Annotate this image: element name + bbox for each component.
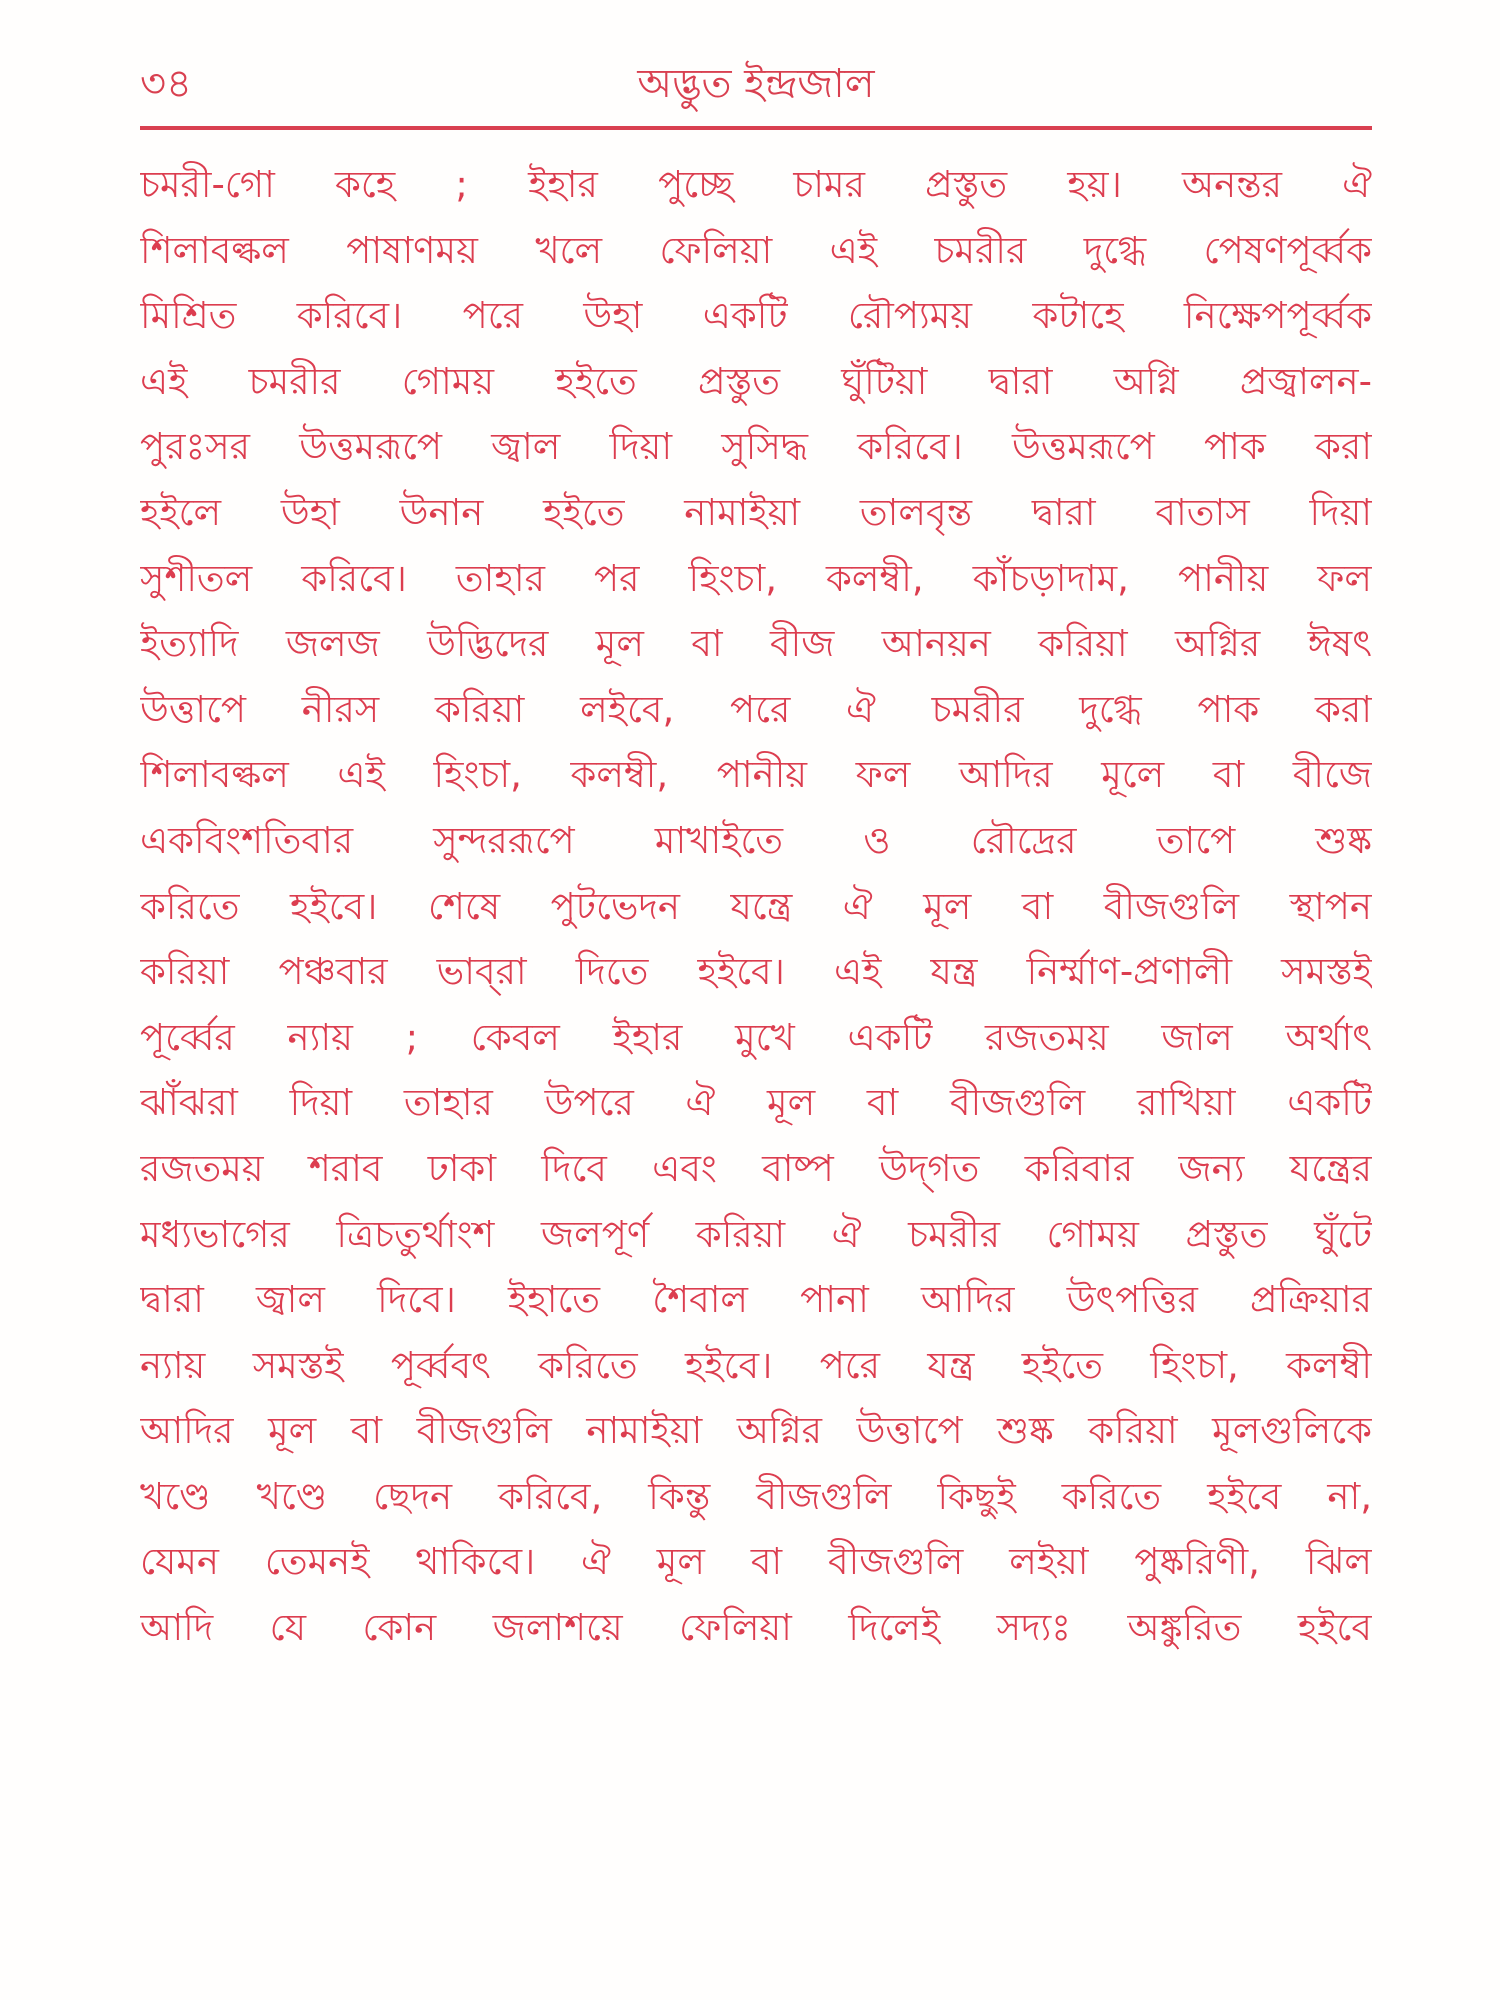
text-line: চমরী-গো কহে ; ইহার পুচ্ছে চামর প্রস্তুত হয়। অনন্তর ঐ <box>140 163 1372 206</box>
text-line: যেমন তেমনই থাকিবে। ঐ মূল বা বীজগুলি লইয়া পুষ্করিণী, ঝিল <box>140 1540 1372 1584</box>
text-line: সুশীতল করিবে। তাহার পর হিংচা, কলম্বী, কাঁচড়াদাম, পানীয় ফল <box>140 556 1372 600</box>
body-text <box>140 152 1372 1661</box>
text-line: উত্তাপে নীরস করিয়া লইবে, পরে ঐ চমরীর দুগ্ধে পাক করা <box>140 687 1372 731</box>
text-line: শিলাবল্কল পাষাণময় খলে ফেলিয়া এই চমরীর দুগ্ধে পেষণপূর্ব্বক <box>140 228 1372 272</box>
text-line: পূর্ব্বের ন্যায় ; কেবল ইহার মুখে একটি রজতময় জাল অর্থাৎ <box>140 1015 1372 1059</box>
text-line: ইত্যাদি জলজ উদ্ভিদের মূল বা বীজ আনয়ন করিয়া অগ্নির ঈষৎ <box>140 622 1372 666</box>
text-line: এই চমরীর গোময় হইতে প্রস্তুত ঘুঁটিয়া দ্বারা অগ্নি প্রজ্বালন- <box>140 359 1372 403</box>
text-line: দ্বারা জ্বাল দিবে। ইহাতে শৈবাল পানা আদির উৎপত্তির প্রক্রিয়ার <box>140 1278 1372 1322</box>
text-line: শিলাবল্কল এই হিংচা, কলম্বী, পানীয় ফল আদির মূলে বা বীজে <box>140 753 1372 797</box>
page-number: ৩৪ <box>140 61 192 107</box>
text-line: মিশ্রিত করিবে। পরে উহা একটি রৌপ্যময় কটাহে নিক্ষেপপূর্ব্বক <box>140 294 1372 338</box>
text-line: একবিংশতিবার সুন্দররূপে মাখাইতে ও রৌদ্রের তাপে শুষ্ক <box>140 818 1372 862</box>
text-line: করিতে হইবে। শেষে পুটভেদন যন্ত্রে ঐ মূল বা বীজগুলি স্থাপন <box>140 884 1372 928</box>
text-line: ঝাঁঝরা দিয়া তাহার উপরে ঐ মূল বা বীজগুলি রাখিয়া একটি <box>140 1081 1372 1125</box>
text-line: আদির মূল বা বীজগুলি নামাইয়া অগ্নির উত্তাপে শুষ্ক করিয়া মূলগুলিকে <box>140 1409 1372 1453</box>
header-rule <box>140 126 1372 130</box>
page-header <box>140 48 1372 118</box>
running-title: অদ্ভুত ইন্দ্রজাল <box>637 61 875 107</box>
text-line: আদি যে কোন জলাশয়ে ফেলিয়া দিলেই সদ্যঃ অঙ্কুরিত হইবে <box>140 1606 1372 1650</box>
text-line: ন্যায় সমস্তই পূর্ব্ববৎ করিতে হইবে। পরে যন্ত্র হইতে হিংচা, কলম্বী <box>140 1343 1372 1387</box>
text-line: খণ্ডে খণ্ডে ছেদন করিবে, কিন্তু বীজগুলি কিছুই করিতে হইবে না, <box>140 1474 1372 1518</box>
text-line: করিয়া পঞ্চবার ভাব্‌রা দিতে হইবে। এই যন্ত্র নির্ম্মাণ-প্রণালী সমস্তই <box>140 950 1372 994</box>
text-line: মধ্যভাগের ত্রিচতুর্থাংশ জলপূর্ণ করিয়া ঐ চমরীর গোময় প্রস্তুত ঘুঁটে <box>140 1212 1372 1256</box>
text-line: রজতময় শরাব ঢাকা দিবে এবং বাষ্প উদ্‌গত করিবার জন্য যন্ত্রের <box>140 1146 1372 1190</box>
text-line: হইলে উহা উনান হইতে নামাইয়া তালবৃন্ত দ্বারা বাতাস দিয়া <box>140 490 1372 534</box>
text-line: পুরঃসর উত্তমরূপে জ্বাল দিয়া সুসিদ্ধ করিবে। উত্তমরূপে পাক করা <box>140 425 1372 469</box>
